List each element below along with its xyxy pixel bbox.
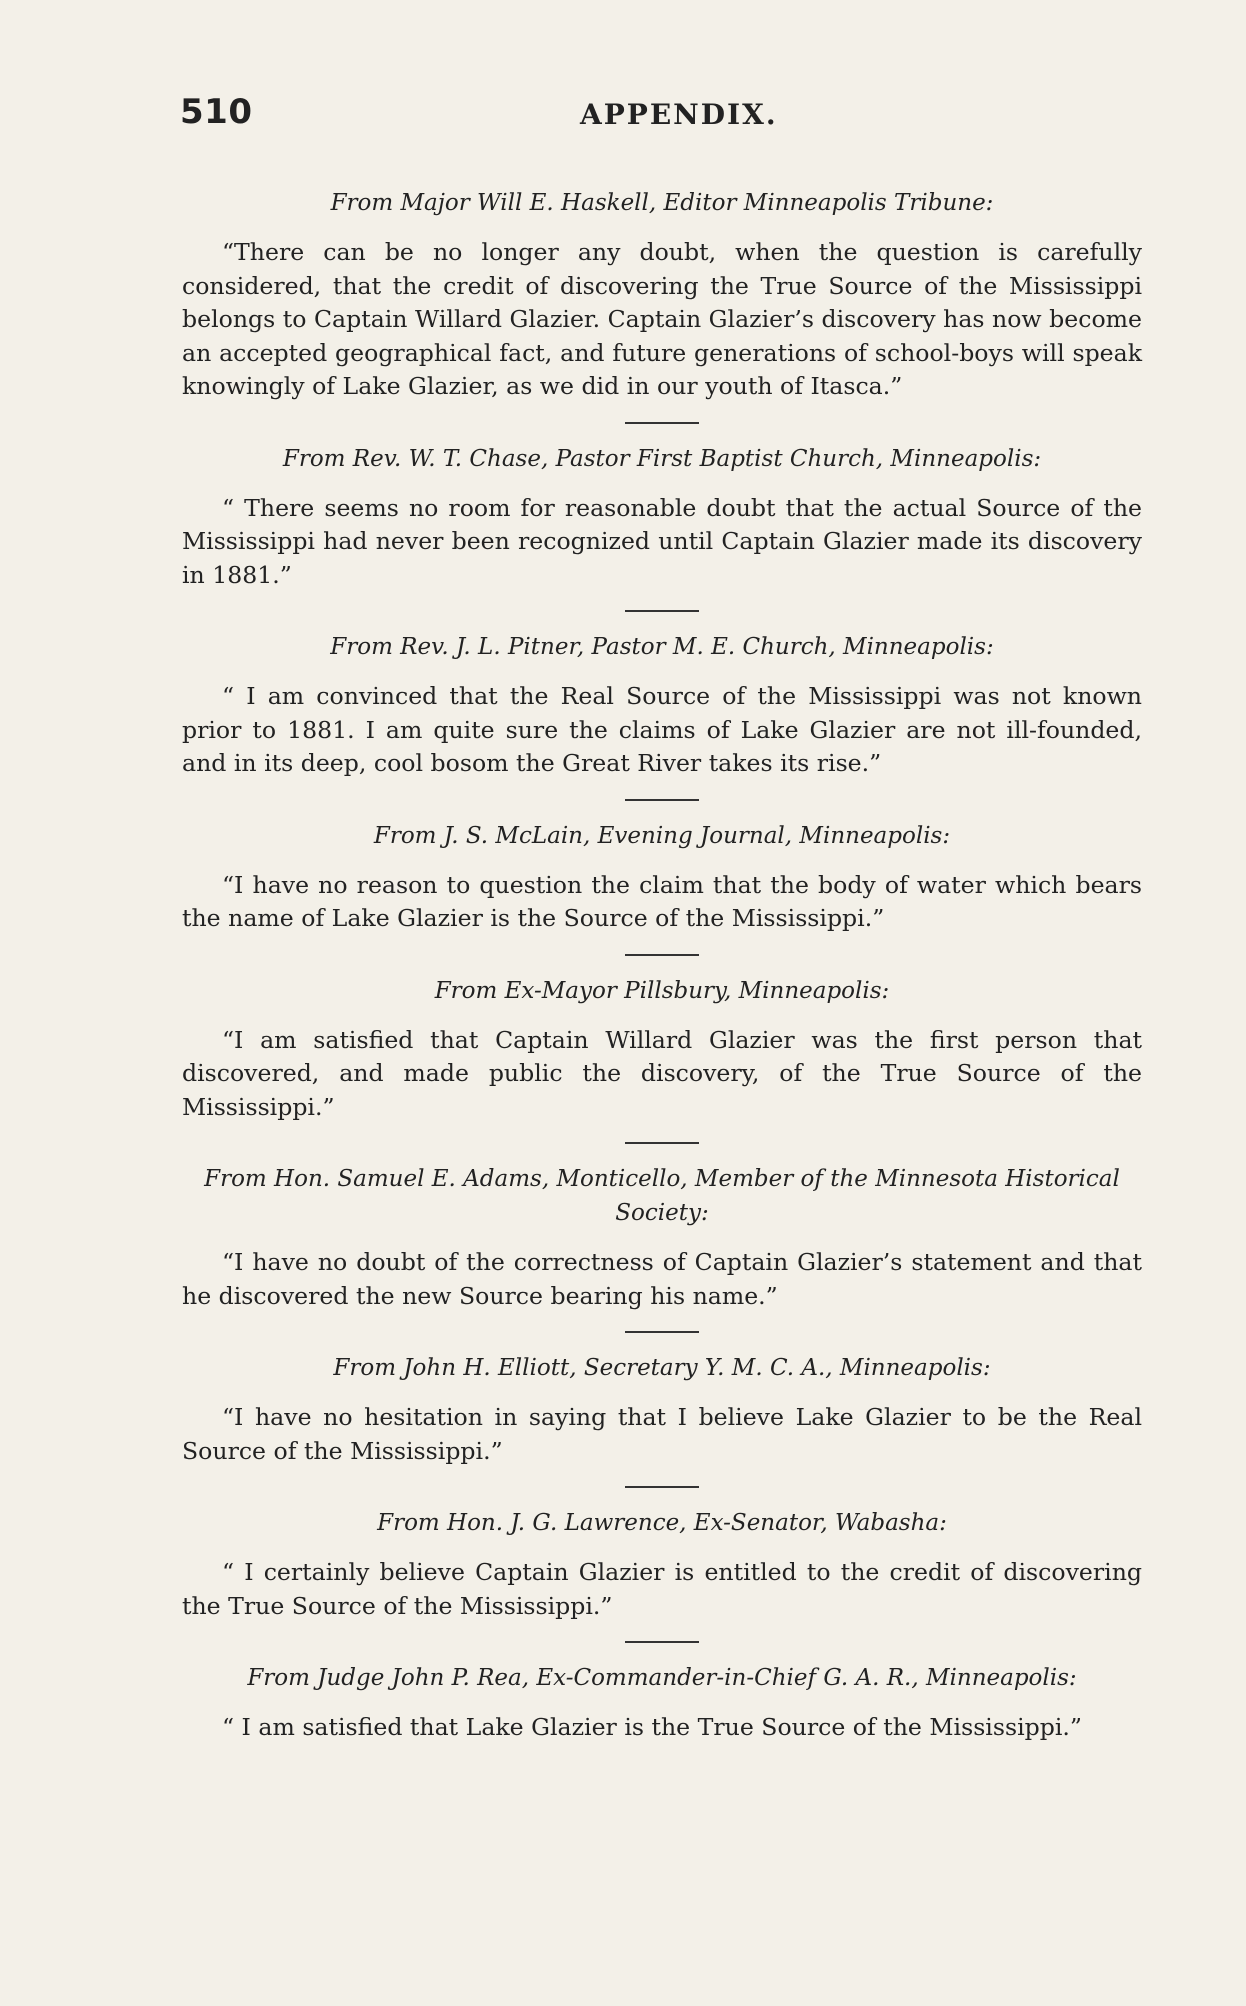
section-divider bbox=[625, 799, 699, 801]
testimonial-attribution: From Ex-Mayor Pillsbury, Minneapolis: bbox=[434, 977, 890, 1004]
testimonial-attribution: From J. S. McLain, Evening Journal, Minneapolis: bbox=[373, 822, 951, 849]
testimonial-entry bbox=[182, 186, 1142, 404]
page-number: 510 bbox=[180, 92, 253, 132]
testimonial-entry bbox=[182, 442, 1142, 593]
running-head: APPENDIX. bbox=[580, 98, 778, 131]
testimonial-quote: “I have no hesitation in saying that I believe Lake Glazier to be the Real Source of the Mississippi.” bbox=[182, 1403, 1142, 1465]
section-divider bbox=[625, 1142, 699, 1144]
testimonial-entry bbox=[182, 974, 1142, 1125]
section-divider bbox=[625, 422, 699, 424]
testimonial-attribution: From Major Will E. Haskell, Editor Minneapolis Tribune: bbox=[330, 190, 994, 216]
testimonial-attribution: From Hon. Samuel E. Adams, Monticello, Member of the Minnesota Historical Society: bbox=[204, 1166, 1120, 1226]
section-divider bbox=[625, 1331, 699, 1333]
section-divider bbox=[625, 610, 699, 612]
testimonial-attribution: From John H. Elliott, Secretary Y. M. C. A., Minneapolis: bbox=[333, 1355, 991, 1381]
testimonial-entry bbox=[182, 1506, 1142, 1623]
testimonial-attribution: From Judge John P. Rea, Ex-Commander-in-Chief G. A. R., Minneapolis: bbox=[247, 1665, 1077, 1691]
section-divider bbox=[625, 1486, 699, 1488]
testimonial-entry bbox=[182, 1351, 1142, 1468]
page-header bbox=[180, 92, 1140, 152]
section-divider bbox=[625, 954, 699, 956]
testimonial-attribution: From Rev. J. L. Pitner, Pastor M. E. Church, Minneapolis: bbox=[330, 634, 994, 660]
testimonial-entry bbox=[182, 630, 1142, 781]
testimonial-entry bbox=[182, 1162, 1142, 1313]
section-divider bbox=[625, 1641, 699, 1643]
testimonial-quote: “I have no reason to question the claim that the body of water which bears the name of Lake Glazier is the Source of the Mississippi.” bbox=[182, 870, 1142, 932]
testimonial-quote: “ I am satisfied that Lake Glazier is the True Source of the Mississippi.” bbox=[222, 1713, 1082, 1741]
testimonial-entry bbox=[182, 819, 1142, 936]
testimonial-quote: “ I certainly believe Captain Glazier is entitled to the credit of discovering the True Source of the Mississippi.” bbox=[182, 1558, 1142, 1620]
testimonial-quote: “I have no doubt of the correctness of Captain Glazier’s statement and that he discovered the new Source bearing his name.” bbox=[182, 1248, 1142, 1310]
testimonial-quote: “ I am convinced that the Real Source of the Mississippi was not known prior to 1881. I am quite sure the claims of Lake Glazier are not ill-founded, and in its deep, cool bosom the Great River takes its rise.” bbox=[182, 682, 1142, 777]
testimonial-quote: “I am satisfied that Captain Willard Glazier was the first person that discovered, and made public the discovery, of the True Source of the Mississippi.” bbox=[182, 1025, 1142, 1121]
testimonial-attribution: From Hon. J. G. Lawrence, Ex-Senator, Wabasha: bbox=[377, 1510, 947, 1536]
testimonial-quote: “There can be no longer any doubt, when the question is carefully considered, that the credit of discovering the True Source of the Mississippi belongs to Captain Willard Glazier. Captain Glazier’s discovery has now become an accepted geographical fact, and future generations of school-boys will speak knowingly of Lake Glazier, as we did in our youth of Itasca.” bbox=[182, 238, 1142, 400]
page-content bbox=[182, 186, 1142, 1745]
testimonial-attribution: From Rev. W. T. Chase, Pastor First Baptist Church, Minneapolis: bbox=[282, 445, 1042, 472]
testimonial-quote: “ There seems no room for reasonable doubt that the actual Source of the Mississippi had never been recognized until Captain Glazier made its discovery in 1881.” bbox=[182, 493, 1142, 589]
testimonial-entry bbox=[182, 1661, 1142, 1745]
